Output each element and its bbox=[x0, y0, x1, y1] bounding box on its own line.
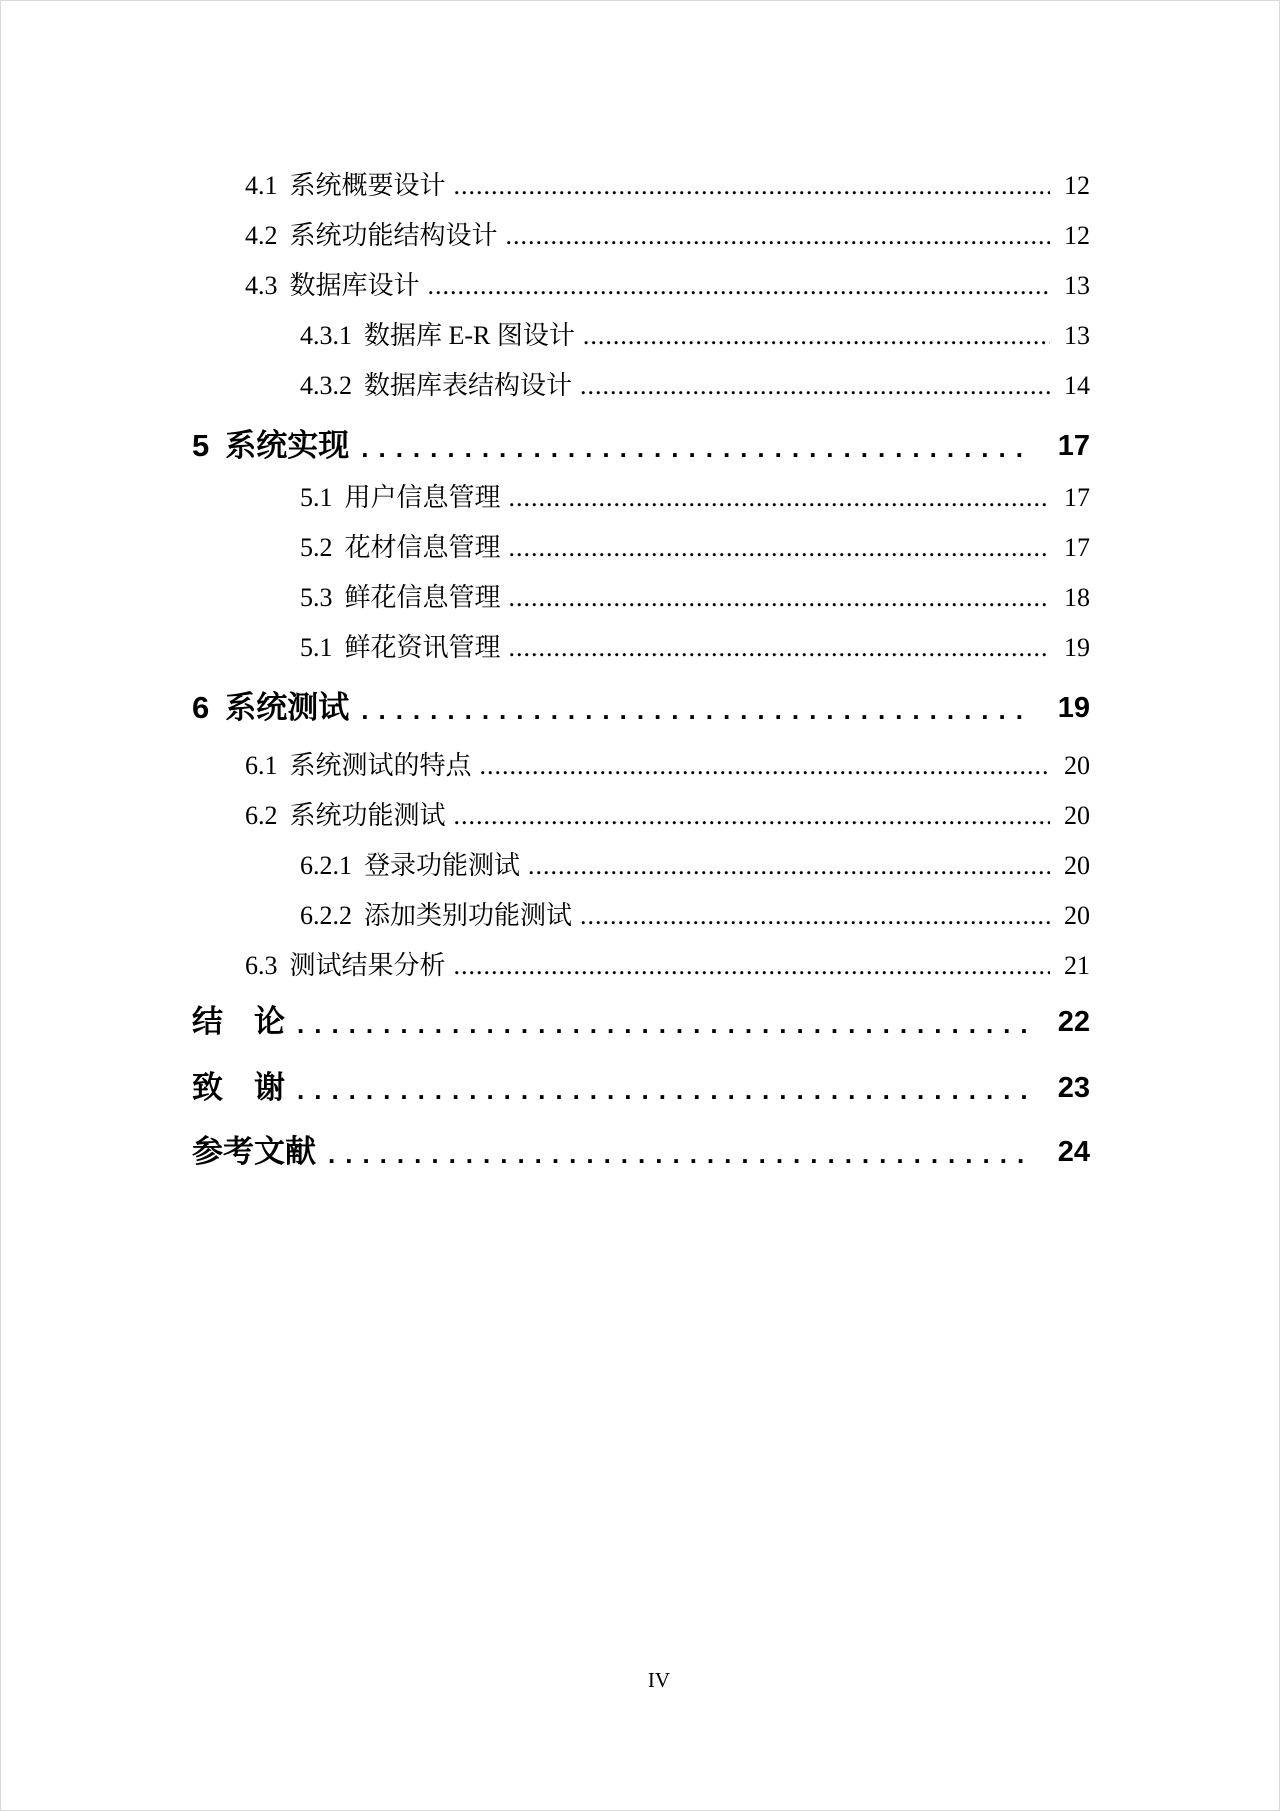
toc-entry-page: 12 bbox=[1064, 220, 1090, 250]
toc-entry-number: 6.2.1 bbox=[300, 850, 352, 880]
toc-entry-page: 20 bbox=[1064, 850, 1090, 880]
toc-entry-5-3 bbox=[192, 562, 1090, 612]
toc-entry-number: 5.1 bbox=[300, 482, 333, 512]
toc-entry-page: 21 bbox=[1064, 950, 1090, 980]
dot-leader bbox=[361, 434, 1032, 462]
toc-entry-6 bbox=[192, 662, 1090, 724]
dot-leader bbox=[297, 1076, 1032, 1104]
toc-entry-page: 19 bbox=[1064, 632, 1090, 662]
toc-entry-5-1 bbox=[192, 462, 1090, 512]
toc-entry-number: 5 bbox=[192, 427, 210, 463]
toc-entry-page: 18 bbox=[1064, 582, 1090, 612]
toc-entry-acknowledgements bbox=[192, 1038, 1090, 1104]
dot-leader bbox=[297, 1010, 1032, 1038]
table-of-contents bbox=[192, 150, 1090, 1168]
toc-entry-title: 参考文献 bbox=[192, 1133, 316, 1169]
dot-leader bbox=[509, 484, 1050, 512]
toc-entry-number: 4.3 bbox=[245, 270, 278, 300]
toc-entry-number: 6 bbox=[192, 689, 210, 725]
toc-entry-title: 鲜花资讯管理 bbox=[344, 632, 501, 662]
toc-entry-number: 5.1 bbox=[300, 632, 333, 662]
dot-leader bbox=[583, 322, 1050, 350]
toc-entry-page: 19 bbox=[1057, 691, 1090, 724]
toc-entry-number: 4.2 bbox=[245, 220, 278, 250]
dot-leader bbox=[361, 696, 1032, 724]
toc-entry-title: 结 论 bbox=[192, 1003, 285, 1039]
toc-entry-conclusion bbox=[192, 980, 1090, 1038]
toc-entry-page: 13 bbox=[1064, 270, 1090, 300]
dot-leader bbox=[580, 372, 1050, 400]
toc-entry-title: 致 谢 bbox=[192, 1069, 285, 1105]
dot-leader bbox=[454, 802, 1050, 830]
toc-entry-5 bbox=[192, 400, 1090, 462]
toc-entry-references bbox=[192, 1104, 1090, 1168]
toc-entry-page: 23 bbox=[1057, 1071, 1090, 1104]
toc-entry-page: 17 bbox=[1064, 482, 1090, 512]
toc-entry-6-3 bbox=[192, 930, 1090, 980]
toc-entry-page: 20 bbox=[1064, 900, 1090, 930]
toc-entry-title: 花材信息管理 bbox=[344, 532, 501, 562]
toc-entry-4-2 bbox=[192, 200, 1090, 250]
toc-entry-title: 系统测试 bbox=[225, 689, 350, 725]
toc-entry-title: 系统实现 bbox=[225, 427, 350, 463]
toc-entry-5-2 bbox=[192, 512, 1090, 562]
toc-entry-page: 13 bbox=[1064, 320, 1090, 350]
toc-entry-4-1 bbox=[192, 150, 1090, 200]
toc-entry-page: 20 bbox=[1064, 800, 1090, 830]
toc-entry-page: 22 bbox=[1057, 1005, 1090, 1038]
toc-entry-title: 数据库设计 bbox=[289, 270, 420, 300]
toc-entry-title: 数据库 E-R 图设计 bbox=[364, 320, 575, 350]
dot-leader bbox=[454, 172, 1050, 200]
toc-entry-5-1-news bbox=[192, 612, 1090, 662]
dot-leader bbox=[509, 634, 1050, 662]
page-footer bbox=[648, 1668, 670, 1693]
toc-entry-4-3-2 bbox=[192, 350, 1090, 400]
dot-leader bbox=[580, 902, 1050, 930]
toc-entry-number: 4.3.1 bbox=[300, 320, 352, 350]
dot-leader bbox=[509, 584, 1050, 612]
toc-entry-6-2-1 bbox=[192, 830, 1090, 880]
dot-leader bbox=[506, 222, 1050, 250]
toc-entry-title: 系统功能测试 bbox=[289, 800, 446, 830]
toc-entry-title: 数据库表结构设计 bbox=[364, 370, 573, 400]
toc-entry-title: 系统测试的特点 bbox=[289, 750, 472, 780]
dot-leader bbox=[480, 752, 1050, 780]
toc-entry-number: 5.3 bbox=[300, 582, 333, 612]
toc-entry-number: 4.1 bbox=[245, 170, 278, 200]
toc-entry-number: 6.1 bbox=[245, 750, 278, 780]
toc-entry-4-3 bbox=[192, 250, 1090, 300]
toc-entry-number: 6.2.2 bbox=[300, 900, 352, 930]
toc-entry-page: 20 bbox=[1064, 750, 1090, 780]
toc-entry-title: 鲜花信息管理 bbox=[344, 582, 501, 612]
page-number: IV bbox=[647, 1668, 671, 1692]
dot-leader bbox=[509, 534, 1050, 562]
toc-entry-6-2 bbox=[192, 780, 1090, 830]
toc-entry-6-2-2 bbox=[192, 880, 1090, 930]
toc-entry-6-1 bbox=[192, 730, 1090, 780]
dot-leader bbox=[528, 852, 1050, 880]
toc-entry-title: 测试结果分析 bbox=[289, 950, 446, 980]
toc-entry-page: 24 bbox=[1057, 1135, 1090, 1168]
toc-entry-number: 6.3 bbox=[245, 950, 278, 980]
toc-entry-page: 17 bbox=[1064, 532, 1090, 562]
toc-entry-title: 登录功能测试 bbox=[364, 850, 521, 880]
toc-entry-title: 添加类别功能测试 bbox=[364, 900, 573, 930]
dot-leader bbox=[328, 1140, 1032, 1168]
toc-entry-page: 17 bbox=[1057, 429, 1090, 462]
toc-entry-number: 5.2 bbox=[300, 532, 333, 562]
dot-leader bbox=[454, 952, 1050, 980]
toc-entry-number: 6.2 bbox=[245, 800, 278, 830]
toc-entry-title: 系统功能结构设计 bbox=[289, 220, 498, 250]
toc-entry-number: 4.3.2 bbox=[300, 370, 352, 400]
toc-entry-title: 系统概要设计 bbox=[289, 170, 446, 200]
toc-entry-title: 用户信息管理 bbox=[344, 482, 501, 512]
toc-entry-page: 14 bbox=[1064, 370, 1090, 400]
toc-entry-4-3-1 bbox=[192, 300, 1090, 350]
toc-entry-page: 12 bbox=[1064, 170, 1090, 200]
dot-leader bbox=[428, 272, 1050, 300]
